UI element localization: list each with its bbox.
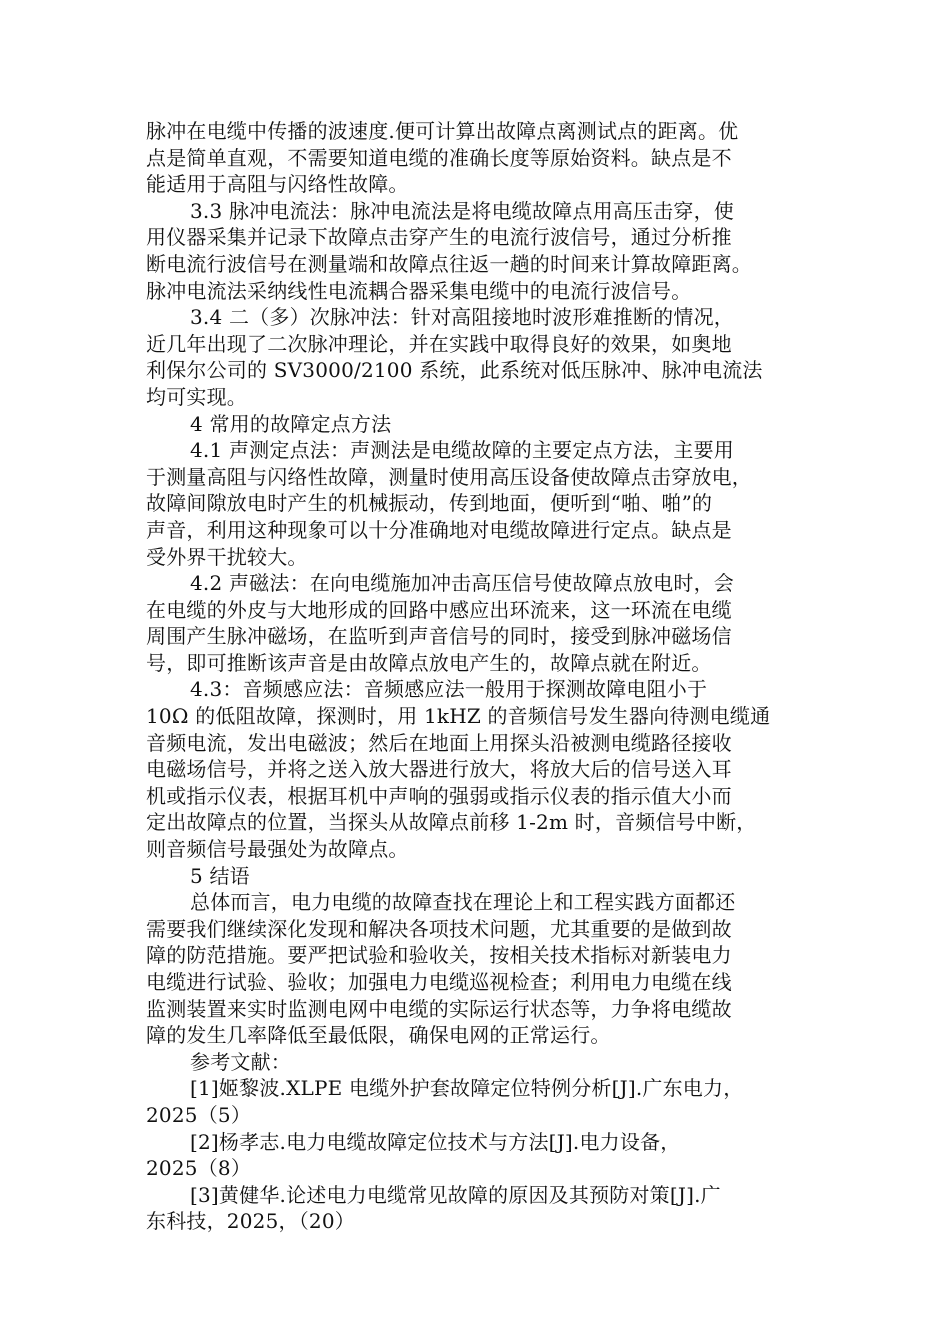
text-line: 障的发生几率降低至最低限，确保电网的正常运行。 <box>146 1023 611 1048</box>
text-line: 用仪器采集并记录下故障点击穿产生的电流行波信号，通过分析推 <box>146 225 732 250</box>
text-line: 4 常用的故障定点方法 <box>190 411 392 436</box>
text-line: 声音，利用这种现象可以十分准确地对电缆故障进行定点。缺点是 <box>146 517 732 542</box>
text-line: 4.1 声测定点法：声测法是电缆故障的主要定点方法，主要用 <box>190 438 734 463</box>
text-line: [3]黄健华.论述电力电缆常见故障的原因及其预防对策[J].广 <box>190 1182 721 1207</box>
text-line: 均可实现。 <box>146 384 247 409</box>
text-line: 脉冲电流法采纳线性电流耦合器采集电缆中的电流行波信号。 <box>146 278 692 303</box>
text-line: 5 结语 <box>190 863 250 888</box>
text-line: 参考文献： <box>190 1049 291 1074</box>
text-line: 4.3：音频感应法：音频感应法一般用于探测故障电阻小于 <box>190 677 708 702</box>
text-line: 音频电流，发出电磁波；然后在地面上用探头沿被测电缆路径接收 <box>146 730 732 755</box>
text-line: 号，即可推断该声音是由故障点放电产生的，故障点就在附近。 <box>146 650 712 675</box>
text-line: 需要我们继续深化发现和解决各项技术问题，尤其重要的是做到故 <box>146 916 732 941</box>
text-line: 监测装置来实时监测电网中电缆的实际运行状态等，力争将电缆故 <box>146 996 732 1021</box>
text-line: 10Ω 的低阻故障，探测时，用 1kHZ 的音频信号发生器向待测电缆通 <box>146 704 771 729</box>
text-line: 脉冲在电缆中传播的波速度.便可计算出故障点离测试点的距离。优 <box>146 119 739 143</box>
text-line: 近几年出现了二次脉冲理论，并在实践中取得良好的效果，如奥地 <box>146 331 732 356</box>
text-line: 能适用于高阻与闪络性故障。 <box>146 172 409 197</box>
text-line: 电缆进行试验、验收；加强电力电缆巡视检查；利用电力电缆在线 <box>146 970 732 994</box>
text-line: 2025（5） <box>146 1102 252 1127</box>
text-line: 3.3 脉冲电流法：脉冲电流法是将电缆故障点用高压击穿，使 <box>190 198 734 223</box>
text-line: 受外界干扰较大。 <box>146 544 308 569</box>
text-line: 3.4 二（多）次脉冲法：针对高阻接地时波形难推断的情况， <box>190 305 734 330</box>
text-line: 于测量高阻与闪络性故障，测量时使用高压设备使故障点击穿放电， <box>146 464 752 489</box>
text-line: 东科技，2025，（20） <box>146 1209 355 1234</box>
document-body <box>146 118 810 1235</box>
text-line: 周围产生脉冲磁场，在监听到声音信号的同时，接受到脉冲磁场信 <box>146 624 732 649</box>
text-line: [1]姬黎波.XLPE 电缆外护套故障定位特例分析[J].广东电力， <box>190 1076 744 1101</box>
text-line: 故障间隙放电时产生的机械振动，传到地面，便听到“啪、啪”的 <box>146 491 713 516</box>
text-line: 在电缆的外皮与大地形成的回路中感应出环流来，这一环流在电缆 <box>146 597 732 622</box>
text-line: 机或指示仪表，根据耳机中声响的强弱或指示仪表的指示值大小而 <box>146 783 732 808</box>
text-line: 4.2 声磁法：在向电缆施加冲击高压信号使故障点放电时，会 <box>190 571 734 596</box>
text-line: 总体而言，电力电缆的故障查找在理论上和工程实践方面都还 <box>190 890 736 915</box>
text-line: 利保尔公司的 SV3000/2100 系统，此系统对低压脉冲、脉冲电流法 <box>146 358 763 383</box>
text-line: [2]杨孝志.电力电缆故障定位技术与方法[J].电力设备， <box>190 1129 681 1154</box>
text-line: 点是简单直观，不需要知道电缆的准确长度等原始资料。缺点是不 <box>146 145 732 170</box>
text-line: 障的防范措施。要严把试验和验收关，按相关技术指标对新装电力 <box>146 943 732 968</box>
text-line: 断电流行波信号在测量端和故障点往返一趟的时间来计算故障距离。 <box>146 251 752 276</box>
text-line: 2025（8） <box>146 1156 252 1181</box>
text-line: 电磁场信号，并将之送入放大器进行放大，将放大后的信号送入耳 <box>146 757 732 782</box>
text-line: 则音频信号最强处为故障点。 <box>146 837 409 862</box>
text-line: 定出故障点的位置，当探头从故障点前移 1-2m 时，音频信号中断， <box>146 810 757 835</box>
